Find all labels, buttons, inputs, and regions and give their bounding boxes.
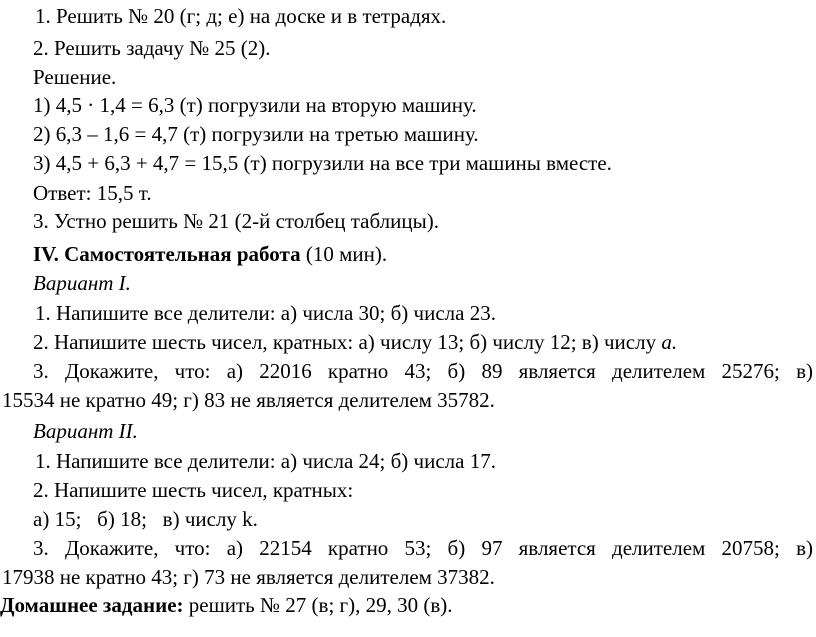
homework-text: решить № 27 (в; г), 29, 30 (в). xyxy=(183,593,453,617)
variant-1-task-3-line-1: 3. Докажите, что: а) 22016 кратно 43; б) 89 является делителем 25276; в) xyxy=(33,359,813,383)
variant-1-title: Вариант I. xyxy=(33,271,131,295)
variant-1-task-3-line-2: 15534 не кратно 49; г) 83 не является делителем 35782. xyxy=(2,388,495,412)
variant-2-task-2-options: а) 15; б) 18; в) числу k. xyxy=(33,507,258,531)
section-heading-duration: (10 мин). xyxy=(300,242,388,266)
variant-1-task-2-text: 2. Напишите шесть чисел, кратных: а) числу 13; б) числу 12; в) числу xyxy=(33,330,657,354)
solution-label: Решение. xyxy=(33,65,117,89)
item-3: 3. Устно решить № 21 (2-й столбец таблицы). xyxy=(33,209,439,233)
section-heading-bold: IV. Самостоятельная работа xyxy=(33,242,301,266)
variant-2-task-3-line-1: 3. Докажите, что: а) 22154 кратно 53; б) 97 является делителем 20758; в) xyxy=(33,536,813,560)
variant-2-task-2: 2. Напишите шесть чисел, кратных: xyxy=(33,478,354,502)
homework-label: Домашнее задание: xyxy=(0,593,184,617)
variant-2-task-3-line-2: 17938 не кратно 43; г) 73 не является делителем 37382. xyxy=(2,565,495,589)
solution-step-1: 1) 4,5 · 1,4 = 6,3 (т) погрузили на вторую машину. xyxy=(33,93,477,117)
variant-2-title: Вариант II. xyxy=(33,419,138,443)
section-heading xyxy=(33,241,387,267)
answer: Ответ: 15,5 т. xyxy=(33,181,152,205)
variant-1-task-2-variable: а. xyxy=(661,330,678,354)
variant-1-task-2 xyxy=(33,329,677,355)
variant-1-task-1: 1. Напишите все делители: а) числа 30; б) числа 23. xyxy=(35,301,496,325)
solution-step-3: 3) 4,5 + 6,3 + 4,7 = 15,5 (т) погрузили на все три машины вместе. xyxy=(33,151,612,175)
item-1: 1. Решить № 20 (г; д; е) на доске и в тетрадях. xyxy=(35,4,447,28)
solution-step-2: 2) 6,3 – 1,6 = 4,7 (т) погрузили на третью машину. xyxy=(33,122,479,146)
homework xyxy=(0,592,453,618)
item-2: 2. Решить задачу № 25 (2). xyxy=(33,36,271,60)
variant-2-task-1: 1. Напишите все делители: а) числа 24; б) числа 17. xyxy=(35,449,496,473)
